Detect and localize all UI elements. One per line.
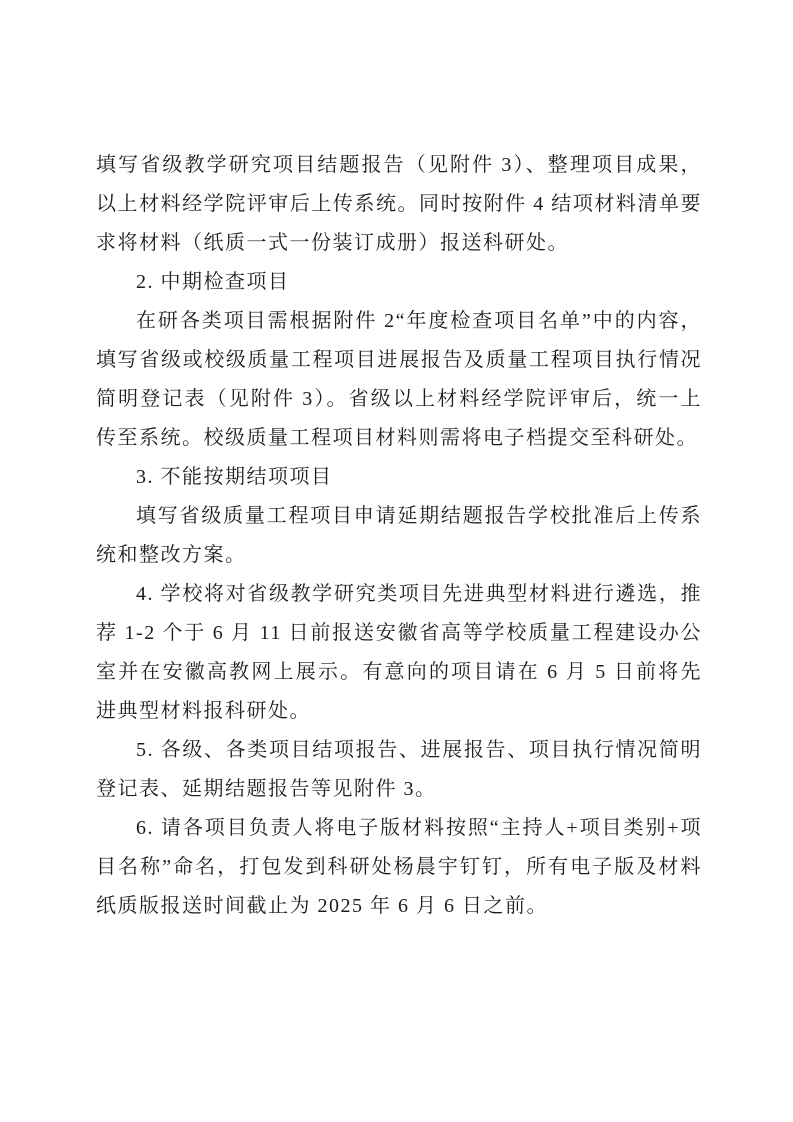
paragraph-item-5-report-attachments: 5. 各级、各类项目结项报告、进展报告、项目执行情况简明登记表、延期结题报告等见附件 3。: [96, 739, 702, 800]
paragraph-continuation-closeout-materials: 填写省级教学研究项目结题报告（见附件 3）、整理项目成果，以上材料经学院评审后上传系统。同时按附件 4 结项材料清单要求将材料（纸质一式一份装订成册）报送科研处。: [96, 154, 702, 254]
heading-item-3-overdue-projects: 3. 不能按期结项项目: [136, 466, 333, 488]
document-body: [96, 146, 702, 926]
paragraph-item-4-exemplary-materials: 4. 学校将对省级教学研究类项目先进典型材料进行遴选，推荐 1-2 个于 6 月 11 日前报送安徽省高等学校质量工程建设办公室并在安徽高教网上展示。有意向的项目请在 6 月 5 日前将先进典型材料报科研处。: [96, 583, 702, 722]
paragraph-midterm-check-details: 在研各类项目需根据附件 2“年度检查项目名单”中的内容，填写省级或校级质量工程项目进展报告及质量工程项目执行情况简明登记表（见附件 3）。省级以上材料经学院评审后，统一上传至系统。校级质量工程项目材料则需将电子档提交至科研处。: [96, 310, 702, 449]
paragraph-overdue-projects-details: 填写省级质量工程项目申请延期结题报告学校批准后上传系统和整改方案。: [96, 505, 702, 566]
paragraph-item-6-submission-deadline: 6. 请各项目负责人将电子版材料按照“主持人+项目类别+项目名称”命名，打包发到科研处杨晨宇钉钉，所有电子版及材料纸质版报送时间截止为 2025 年 6 月 6 日之前。: [96, 817, 702, 917]
heading-item-2-midterm-check: 2. 中期检查项目: [136, 271, 290, 293]
